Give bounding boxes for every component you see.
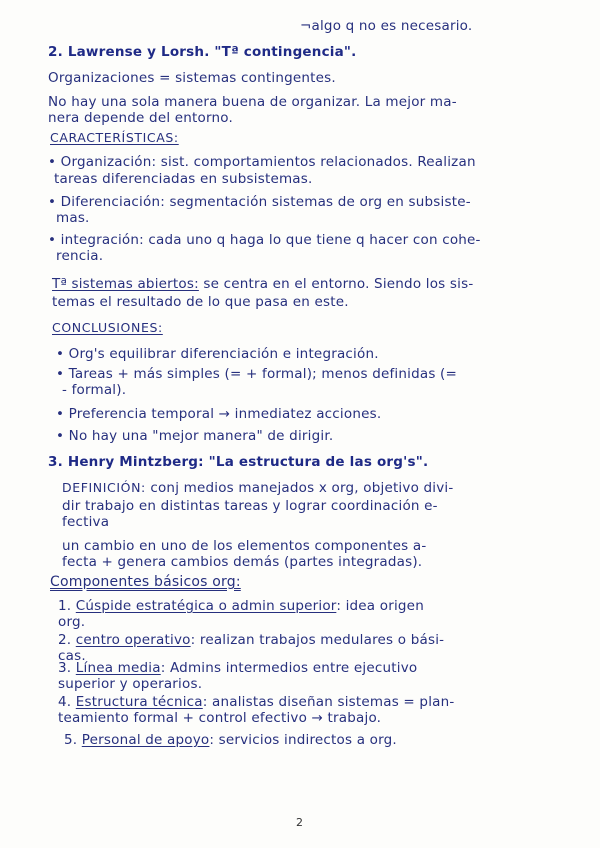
bullet-continuation: tareas diferenciadas en subsistemas. bbox=[54, 171, 313, 187]
component-number: 4. bbox=[58, 694, 72, 710]
definition-line bbox=[62, 480, 453, 496]
open-systems-line bbox=[52, 276, 473, 292]
component-item bbox=[58, 598, 424, 614]
conclusion-item: • No hay una "mejor manera" de dirigir. bbox=[56, 428, 334, 444]
section-2-heading: 2. Lawrense y Lorsh. "Tª contingencia". bbox=[48, 44, 357, 60]
definition-continuation: fectiva bbox=[62, 514, 110, 530]
definition-label: DEFINICIÓN: bbox=[62, 480, 146, 495]
text-line: No hay una sola manera buena de organizar. La mejor ma- bbox=[48, 94, 457, 110]
conclusion-item: • Preferencia temporal → inmediatez acciones. bbox=[56, 406, 382, 422]
component-text: : servicios indirectos a org. bbox=[209, 732, 397, 748]
conclusion-continuation: - formal). bbox=[62, 382, 127, 398]
component-text: : analistas diseñan sistemas = plan- bbox=[202, 694, 455, 710]
component-number: 2. bbox=[58, 632, 72, 648]
component-term: centro operativo bbox=[75, 632, 191, 648]
component-term: Personal de apoyo bbox=[81, 732, 210, 748]
conclusion-item: • Org's equilibrar diferenciación e integración. bbox=[56, 346, 379, 362]
component-item bbox=[58, 694, 454, 710]
component-continuation: teamiento formal + control efectivo → trabajo. bbox=[58, 710, 382, 726]
component-continuation: org. bbox=[58, 614, 86, 630]
text-line: Organizaciones = sistemas contingentes. bbox=[48, 70, 336, 86]
components-heading: Componentes básicos org: bbox=[50, 574, 241, 590]
component-term: Línea media bbox=[75, 660, 161, 676]
component-number: 1. bbox=[58, 598, 72, 614]
text-line: fecta + genera cambios demás (partes integradas). bbox=[62, 554, 423, 570]
bullet-continuation: mas. bbox=[56, 210, 90, 226]
page-number: 2 bbox=[296, 816, 303, 829]
component-continuation: superior y operarios. bbox=[58, 676, 203, 692]
section-3-heading: 3. Henry Mintzberg: "La estructura de las org's". bbox=[48, 454, 429, 470]
bullet-item: • Organización: sist. comportamientos relacionados. Realizan bbox=[48, 154, 476, 170]
component-text: : realizan trabajos medulares o bási- bbox=[190, 632, 445, 648]
characteristics-heading: CARACTERÍSTICAS: bbox=[50, 130, 179, 145]
component-item bbox=[58, 660, 417, 676]
open-systems-continuation: temas el resultado de lo que pasa en este. bbox=[52, 294, 349, 310]
definition-text: conj medios manejados x org, objetivo divi- bbox=[145, 480, 454, 496]
component-term: Estructura técnica bbox=[75, 694, 203, 710]
open-systems-label: Tª sistemas abiertos: bbox=[52, 276, 199, 292]
component-text: : idea origen bbox=[336, 598, 424, 614]
component-number: 5. bbox=[64, 732, 78, 748]
definition-continuation: dir trabajo en distintas tareas y lograr coordinación e- bbox=[62, 498, 438, 514]
component-item bbox=[64, 732, 397, 748]
conclusion-item: • Tareas + más simples (= + formal); menos definidas (= bbox=[56, 366, 458, 382]
top-note: ¬algo q no es necesario. bbox=[300, 18, 473, 34]
component-item bbox=[58, 632, 444, 648]
bullet-item: • Diferenciación: segmentación sistemas de org en subsiste- bbox=[48, 194, 471, 210]
component-text: : Admins intermedios entre ejecutivo bbox=[160, 660, 418, 676]
text-line: nera depende del entorno. bbox=[48, 110, 233, 126]
bullet-continuation: rencia. bbox=[56, 248, 104, 264]
text-line: un cambio en uno de los elementos componentes a- bbox=[62, 538, 427, 554]
component-term: Cúspide estratégica o admin superior bbox=[75, 598, 337, 614]
conclusions-heading: CONCLUSIONES: bbox=[52, 320, 163, 335]
open-systems-text: se centra en el entorno. Siendo los sis- bbox=[198, 276, 474, 292]
component-number: 3. bbox=[58, 660, 72, 676]
component-continuation: cas. bbox=[58, 648, 86, 664]
bullet-item: • integración: cada uno q haga lo que tiene q hacer con cohe- bbox=[48, 232, 481, 248]
